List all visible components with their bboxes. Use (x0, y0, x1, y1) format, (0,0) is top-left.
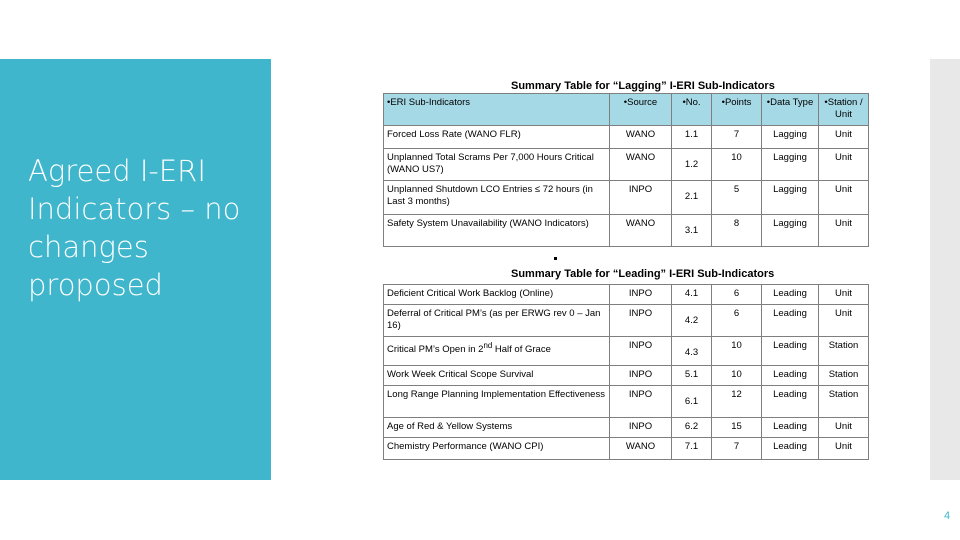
table-cell: Lagging (762, 126, 819, 149)
table-cell: Unit (819, 126, 869, 149)
table-cell: WANO (610, 149, 672, 181)
table-cell: Safety System Unavailability (WANO Indicators) (384, 215, 610, 247)
leading-table (383, 284, 869, 460)
table-cell: INPO (610, 337, 672, 366)
table-cell: Long Range Planning Implementation Effectiveness (384, 386, 610, 418)
table-cell: 5.1 (672, 366, 712, 386)
table-cell: 4.2 (672, 305, 712, 337)
table-row (384, 438, 869, 460)
table-cell: Forced Loss Rate (WANO FLR) (384, 126, 610, 149)
table-cell: Leading (762, 438, 819, 460)
table-cell: 6 (712, 305, 762, 337)
column-header: •No. (672, 94, 712, 126)
table-cell: Unit (819, 438, 869, 460)
column-header: •Points (712, 94, 762, 126)
page-number: 4 (944, 510, 951, 522)
table-cell: Leading (762, 285, 819, 305)
column-header: •ERI Sub-Indicators (384, 94, 610, 126)
table-cell: WANO (610, 215, 672, 247)
table-cell: WANO (610, 438, 672, 460)
bullet-dot (554, 257, 557, 260)
table-cell: Unit (819, 215, 869, 247)
table-cell: 6 (712, 285, 762, 305)
table-cell: 10 (712, 149, 762, 181)
table-cell: INPO (610, 386, 672, 418)
slide-title: Agreed I-ERI Indicators – no changes proposed (28, 154, 241, 302)
table-cell: 2.1 (672, 181, 712, 215)
table-cell: Leading (762, 386, 819, 418)
table-cell: 1.2 (672, 149, 712, 181)
lagging-table (383, 93, 869, 247)
table-cell: Unplanned Shutdown LCO Entries ≤ 72 hours (in Last 3 months) (384, 181, 610, 215)
table-cell: Deficient Critical Work Backlog (Online) (384, 285, 610, 305)
table-cell: INPO (610, 305, 672, 337)
table-cell: Deferral of Critical PM’s (as per ERWG rev 0 – Jan 16) (384, 305, 610, 337)
table-cell: Leading (762, 418, 819, 438)
table-cell: Unit (819, 305, 869, 337)
table-cell: Unit (819, 149, 869, 181)
table-cell: Leading (762, 337, 819, 366)
table-row (384, 215, 869, 247)
column-header: •Data Type (762, 94, 819, 126)
table-cell: 10 (712, 366, 762, 386)
table-cell: 1.1 (672, 126, 712, 149)
cell-text-part: Critical PM’s Open in 2 (387, 344, 484, 356)
table-cell: INPO (610, 285, 672, 305)
table-cell: Station (819, 366, 869, 386)
table-cell: 8 (712, 215, 762, 247)
table-cell: Unit (819, 181, 869, 215)
table-cell: 15 (712, 418, 762, 438)
table-cell: Station (819, 386, 869, 418)
table-row (384, 181, 869, 215)
table-cell (384, 337, 610, 366)
table-cell: Leading (762, 305, 819, 337)
lagging-table-caption: Summary Table for “Lagging” I-ERI Sub-Indicators (511, 80, 775, 92)
table-cell: 7.1 (672, 438, 712, 460)
table-header-row (384, 94, 869, 126)
table-cell: INPO (610, 181, 672, 215)
table-row (384, 386, 869, 418)
table-cell: Leading (762, 366, 819, 386)
table-row (384, 418, 869, 438)
table-cell: 3.1 (672, 215, 712, 247)
column-header: •Station / Unit (819, 94, 869, 126)
cell-text-part: Half of Grace (492, 344, 551, 356)
table-row (384, 285, 869, 305)
table-cell: Lagging (762, 149, 819, 181)
table-cell: Chemistry Performance (WANO CPI) (384, 438, 610, 460)
scroll-strip (930, 59, 960, 480)
table-cell: Lagging (762, 181, 819, 215)
table-row (384, 366, 869, 386)
table-cell: 4.3 (672, 337, 712, 366)
table-cell: Station (819, 337, 869, 366)
table-cell: Work Week Critical Scope Survival (384, 366, 610, 386)
table-row (384, 337, 869, 366)
table-cell: 10 (712, 337, 762, 366)
table-cell: 7 (712, 438, 762, 460)
table-cell: 4.1 (672, 285, 712, 305)
table-cell: WANO (610, 126, 672, 149)
table-cell: Unit (819, 418, 869, 438)
table-cell: Age of Red & Yellow Systems (384, 418, 610, 438)
table-cell: INPO (610, 418, 672, 438)
table-cell: Unplanned Total Scrams Per 7,000 Hours Critical (WANO US7) (384, 149, 610, 181)
table-row (384, 305, 869, 337)
leading-table-caption: Summary Table for “Leading” I-ERI Sub-Indicators (511, 268, 775, 280)
table-cell: 5 (712, 181, 762, 215)
table-row (384, 149, 869, 181)
table-cell: Lagging (762, 215, 819, 247)
ordinal-suffix: nd (483, 341, 493, 350)
table-row (384, 126, 869, 149)
table-cell: 6.1 (672, 386, 712, 418)
table-cell: 6.2 (672, 418, 712, 438)
column-header: •Source (610, 94, 672, 126)
table-cell: INPO (610, 366, 672, 386)
table-cell: Unit (819, 285, 869, 305)
table-cell: 7 (712, 126, 762, 149)
table-cell: 12 (712, 386, 762, 418)
